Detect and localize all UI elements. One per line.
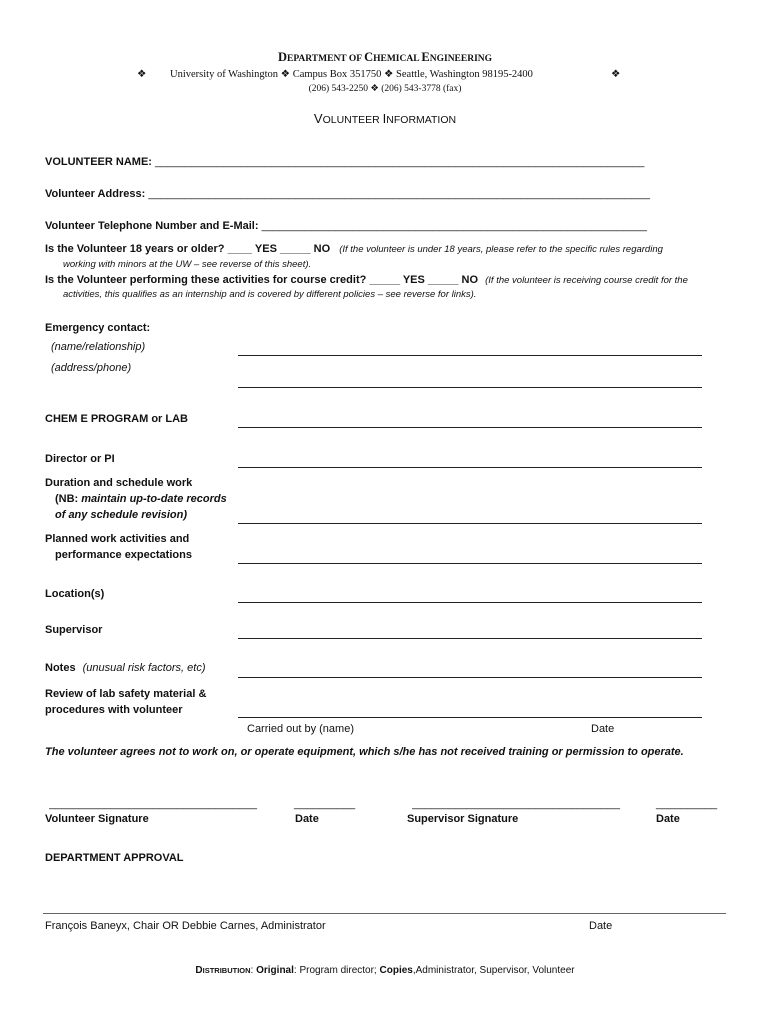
volunteer-date-line[interactable]: __________ bbox=[294, 798, 356, 810]
planned-line[interactable] bbox=[238, 563, 702, 564]
department-title bbox=[0, 50, 770, 65]
director-label: Director or PI bbox=[45, 453, 115, 465]
planned-line2: performance expectations bbox=[55, 549, 192, 561]
volunteer-phone-field[interactable]: _______________________________________________________________ bbox=[261, 220, 647, 232]
dept-d: D bbox=[277, 50, 287, 64]
title-nformation: NFORMATION bbox=[386, 114, 457, 126]
phone-line: (206) 543-2250 ❖ (206) 543-3778 (fax) bbox=[308, 84, 462, 94]
duration-label: Duration and schedule work bbox=[45, 477, 193, 489]
supervisor-signature-label: Supervisor Signature bbox=[407, 813, 519, 825]
planned-line1: Planned work activities and bbox=[45, 533, 190, 545]
approver-names: François Baneyx, Chair OR Debbie Carnes, Administrator bbox=[45, 920, 326, 932]
agreement-text: The volunteer agrees not to work on, or operate equipment, which s/he has not received training or permission to operate. bbox=[45, 746, 684, 758]
title-i: I bbox=[382, 111, 387, 126]
distribution-line bbox=[0, 965, 770, 976]
locations-line[interactable] bbox=[238, 602, 702, 603]
director-line[interactable] bbox=[238, 467, 702, 468]
duration-nb bbox=[55, 493, 227, 505]
program-label: CHEM E PROGRAM or LAB bbox=[45, 413, 188, 425]
distribution-d: D bbox=[195, 965, 203, 976]
age-row bbox=[45, 243, 663, 255]
emergency-address-line[interactable] bbox=[238, 387, 702, 388]
notes-row bbox=[45, 662, 206, 674]
credit-row bbox=[45, 274, 688, 286]
distribution-copies-label: Copies bbox=[379, 965, 413, 976]
supervisor-date-line[interactable]: __________ bbox=[656, 798, 718, 810]
address-line: University of Washington ❖ Campus Box 351750 ❖ Seattle, Washington 98195-2400 bbox=[170, 69, 533, 80]
title-olunteer: OLUNTEER bbox=[322, 114, 383, 126]
distribution-copies-text: ,Administrator, Supervisor, Volunteer bbox=[412, 965, 575, 976]
review-date-label: Date bbox=[591, 723, 615, 735]
volunteer-address-label: Volunteer Address: bbox=[45, 188, 146, 200]
bullet-icon-right: ❖ bbox=[611, 69, 621, 80]
department-approval-heading: DEPARTMENT APPROVAL bbox=[45, 852, 184, 864]
volunteer-name-label: VOLUNTEER NAME: bbox=[45, 156, 152, 168]
dept-e: E bbox=[421, 50, 430, 64]
distribution-original-text: : Program director; bbox=[293, 965, 380, 976]
volunteer-name-row bbox=[45, 156, 713, 168]
notes-line[interactable] bbox=[238, 677, 702, 678]
approval-line[interactable] bbox=[43, 913, 726, 914]
volunteer-signature-label: Volunteer Signature bbox=[45, 813, 149, 825]
review-line2: procedures with volunteer bbox=[45, 704, 183, 716]
approval-date-label: Date bbox=[589, 920, 613, 932]
age-question[interactable]: Is the Volunteer 18 years or older? ____ YES _____ NO bbox=[45, 243, 331, 255]
volunteer-date-label: Date bbox=[295, 813, 319, 825]
dept-c: C bbox=[364, 50, 374, 64]
supervisor-label: Supervisor bbox=[45, 624, 103, 636]
locations-label: Location(s) bbox=[45, 588, 105, 600]
emergency-name-relationship: (name/relationship) bbox=[51, 341, 146, 353]
review-line1: Review of lab safety material & bbox=[45, 688, 207, 700]
emergency-contact-label: Emergency contact: bbox=[45, 322, 151, 334]
title-v: V bbox=[313, 111, 323, 126]
credit-question[interactable]: Is the Volunteer performing these activities for course credit? _____ YES _____ NO bbox=[45, 274, 479, 286]
distribution-colon: : bbox=[250, 965, 257, 976]
notes-hint: (unusual risk factors, etc) bbox=[82, 662, 206, 674]
dept-epartment: EPARTMENT OF bbox=[286, 54, 365, 64]
emergency-address-phone: (address/phone) bbox=[51, 362, 132, 374]
form-title bbox=[0, 111, 770, 126]
volunteer-address-row bbox=[45, 188, 713, 200]
volunteer-phone-row bbox=[45, 220, 713, 232]
supervisor-signature-line[interactable]: __________________________________ bbox=[412, 798, 621, 810]
duration-nb-italic: maintain up-to-date records bbox=[81, 493, 227, 505]
age-note-cont: working with minors at the UW – see reverse of this sheet). bbox=[63, 259, 312, 270]
duration-nb-prefix: (NB: bbox=[55, 493, 82, 505]
duration-line[interactable] bbox=[238, 523, 702, 524]
volunteer-address-field[interactable]: __________________________________________________________________________________ bbox=[148, 188, 650, 200]
carried-out-label: Carried out by (name) bbox=[247, 723, 354, 735]
bullet-icon-left: ❖ bbox=[137, 69, 147, 80]
supervisor-line[interactable] bbox=[238, 638, 702, 639]
duration-nb-line2: of any schedule revision) bbox=[55, 509, 188, 521]
program-line[interactable] bbox=[238, 427, 702, 428]
distribution-istribution: ISTRIBUTION bbox=[202, 966, 251, 975]
review-line[interactable] bbox=[238, 717, 702, 718]
credit-note-cont: activities, this qualifies as an internship and is covered by different policies – see reverse for links). bbox=[63, 289, 477, 300]
credit-note: (If the volunteer is receiving course credit for the bbox=[485, 275, 688, 286]
emergency-name-line[interactable] bbox=[238, 355, 702, 356]
dept-ngineering: NGINEERING bbox=[429, 54, 493, 64]
age-note: (If the volunteer is under 18 years, please refer to the specific rules regarding bbox=[339, 244, 663, 255]
supervisor-date-label: Date bbox=[656, 813, 680, 825]
volunteer-signature-line[interactable]: __________________________________ bbox=[49, 798, 258, 810]
dept-hemical: HEMICAL bbox=[373, 54, 422, 64]
volunteer-phone-label: Volunteer Telephone Number and E-Mail: bbox=[45, 220, 259, 232]
volunteer-name-field[interactable]: ________________________________________________________________________________ bbox=[155, 156, 645, 168]
distribution-original-label: Original bbox=[256, 965, 294, 976]
notes-label: Notes bbox=[45, 662, 76, 674]
